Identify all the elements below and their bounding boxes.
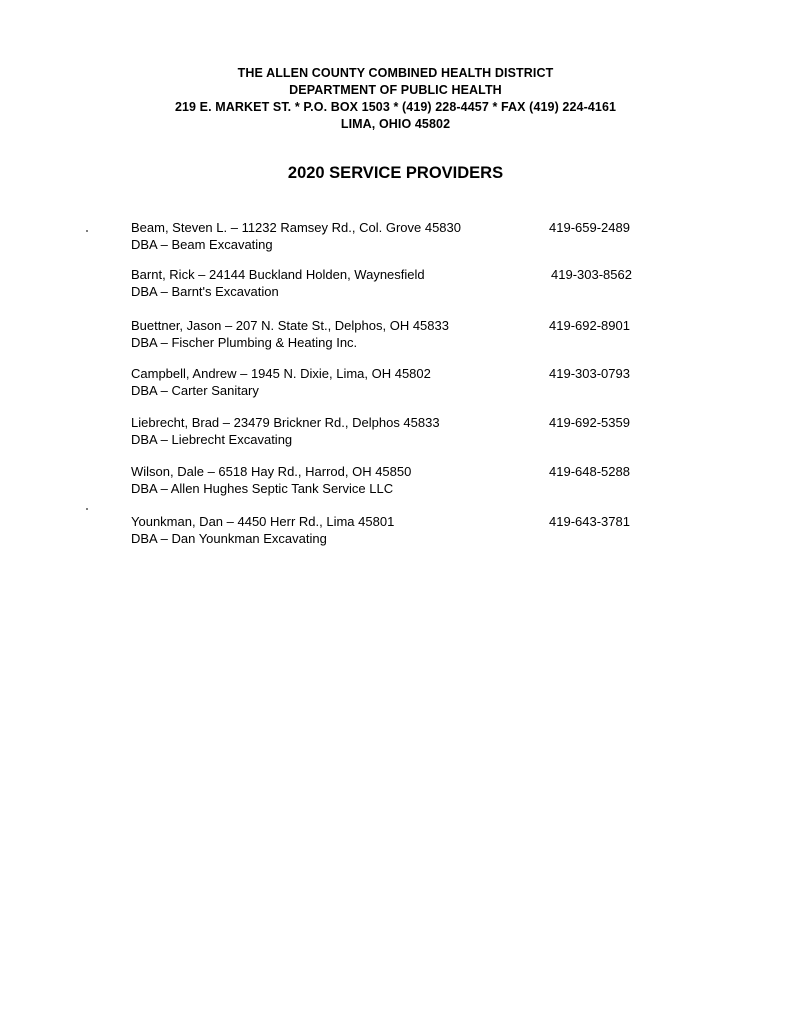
provider-phone: 419-692-8901 <box>549 318 630 333</box>
provider-phone: 419-303-0793 <box>549 366 630 381</box>
provider-phone: 419-692-5359 <box>549 415 630 430</box>
provider-name-address: Buettner, Jason – 207 N. State St., Delphos, OH 45833 <box>131 318 449 333</box>
agency-city-line: LIMA, OHIO 45802 <box>340 117 451 131</box>
provider-entry <box>131 414 651 448</box>
agency-contact-line: 219 E. MARKET ST. * P.O. BOX 1503 * (419) 228-4457 * FAX (419) 224-4161 <box>174 100 617 114</box>
stray-mark <box>86 230 88 232</box>
provider-entry <box>131 317 651 351</box>
provider-entry <box>131 266 651 300</box>
provider-dba: DBA – Barnt's Excavation <box>131 284 279 299</box>
provider-name-address: Younkman, Dan – 4450 Herr Rd., Lima 45801 <box>131 514 395 529</box>
provider-dba: DBA – Fischer Plumbing & Heating Inc. <box>131 335 358 350</box>
provider-entry <box>131 365 651 399</box>
provider-dba: DBA – Carter Sanitary <box>131 383 259 398</box>
provider-phone: 419-659-2489 <box>549 220 630 235</box>
provider-entry <box>131 463 651 497</box>
department-name: DEPARTMENT OF PUBLIC HEALTH <box>289 83 502 97</box>
letterhead <box>0 65 791 133</box>
provider-name-address: Barnt, Rick – 24144 Buckland Holden, Waynesfield <box>131 267 425 282</box>
provider-name-address: Campbell, Andrew – 1945 N. Dixie, Lima, OH 45802 <box>131 366 431 381</box>
provider-dba: DBA – Dan Younkman Excavating <box>131 531 327 546</box>
provider-dba: DBA – Liebrecht Excavating <box>131 432 293 447</box>
provider-dba: DBA – Allen Hughes Septic Tank Service LLC <box>131 481 394 496</box>
provider-phone: 419-303-8562 <box>551 267 632 282</box>
provider-entry <box>131 513 651 547</box>
provider-entry <box>131 219 651 253</box>
provider-name-address: Wilson, Dale – 6518 Hay Rd., Harrod, OH 45850 <box>131 464 412 479</box>
provider-phone: 419-643-3781 <box>549 514 630 529</box>
agency-name: THE ALLEN COUNTY COMBINED HEALTH DISTRICT <box>237 66 554 80</box>
provider-name-address: Beam, Steven L. – 11232 Ramsey Rd., Col. Grove 45830 <box>131 220 461 235</box>
document-title: 2020 SERVICE PROVIDERS <box>287 164 504 182</box>
provider-dba: DBA – Beam Excavating <box>131 237 273 252</box>
provider-phone: 419-648-5288 <box>549 464 630 479</box>
provider-name-address: Liebrecht, Brad – 23479 Brickner Rd., Delphos 45833 <box>131 415 440 430</box>
stray-mark <box>86 508 88 510</box>
